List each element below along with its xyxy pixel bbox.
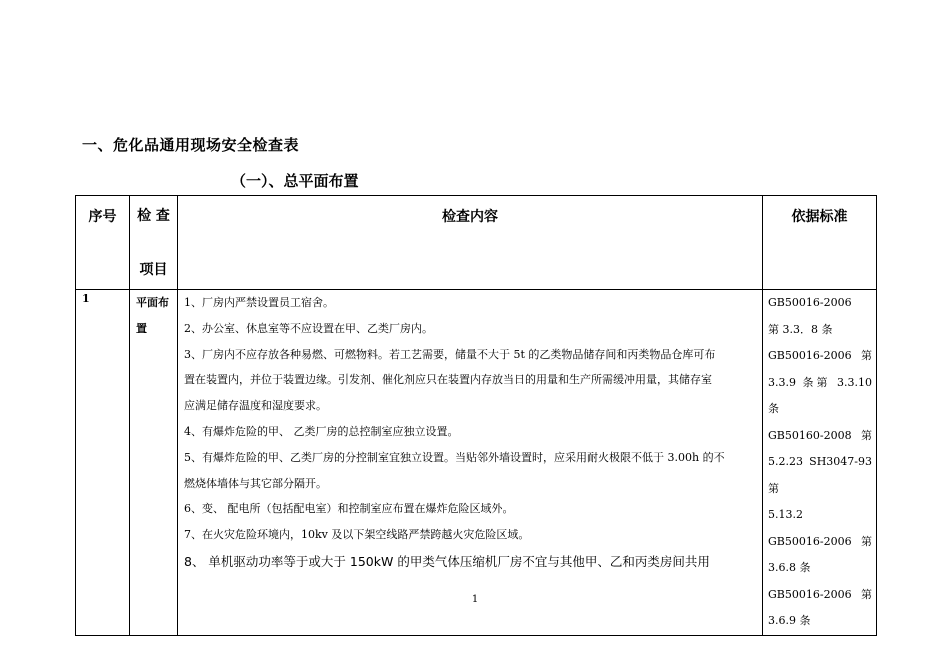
row-item-line2: 置: [136, 322, 147, 335]
standard-line: GB50016-2006 第: [768, 587, 872, 601]
header-standard: 依据标准: [763, 196, 877, 290]
content-line: 燃烧体墙体与其它部分隔开。: [184, 476, 327, 490]
row-item: [130, 290, 178, 636]
standard-line: 3.6.9 条: [768, 614, 811, 627]
standard-line: 5.2.23 SH3047-93 第: [768, 455, 872, 495]
content-line: 5、有爆炸危险的甲、乙类厂房的分控制室宜独立设置。当贴邻外墙设置时，应采用耐火极限不低于 3.00h 的不: [184, 450, 725, 464]
page-number: 1: [471, 594, 479, 605]
standard-line: 3.6.8 条: [768, 561, 811, 574]
content-line: 8、 单机驱动功率等于或大于 150kW 的甲类气体压缩机厂房不宜与其他甲、乙和丙类房间共用: [184, 553, 710, 569]
header-item-line1: 检 查: [137, 208, 170, 224]
content-line: 2、办公室、休息室等不应设置在甲、乙类厂房内。: [184, 321, 433, 335]
header-item-line2: 项目: [139, 262, 168, 278]
header-content: 检查内容: [178, 196, 763, 290]
row-number: 1: [76, 290, 130, 636]
standard-line: GB50016-2006: [768, 296, 852, 309]
standard-line: GB50016-2006 第: [768, 349, 872, 362]
content-line: 置在装置内，并位于装置边缘。引发剂、催化剂应只在装置内存放当日的用量和生产所需缓冲用量，其储存室: [184, 373, 712, 387]
content-line: 4、有爆炸危险的甲、 乙类厂房的总控制室应独立设置。: [184, 424, 459, 438]
row-item-line1: 平面布: [136, 296, 169, 309]
content-line: 3、厂房内不应存放各种易燃、可燃物料。若工艺需要，储量不大于 5t 的乙类物品储存间和丙类物品仓库可布: [184, 347, 716, 361]
standard-line: 第 3.3．8 条: [768, 322, 833, 336]
row-content: [178, 290, 763, 636]
header-item: [130, 196, 178, 290]
content-line: 应满足储存温度和湿度要求。: [184, 399, 327, 413]
content-line: 1、厂房内严禁设置员工宿舍。: [184, 296, 334, 309]
inspection-table: [75, 195, 877, 636]
section-title: 一、危化品通用现场安全检查表: [82, 136, 300, 154]
row-standard: [763, 290, 877, 636]
subsection-title: （一）、总平面布置: [231, 172, 359, 190]
standard-line: 5.13.2: [768, 508, 803, 521]
standard-line: GB50160-2008 第: [768, 428, 872, 442]
content-line: 6、变、 配电所（包括配电室）和控制室应布置在爆炸危险区域外。: [184, 502, 514, 516]
standard-line: GB50016-2006 第: [768, 534, 872, 548]
content-line: 7、在火灾危险环境内，10kv 及以下架空线路严禁跨越火灾危险区域。: [184, 528, 530, 542]
table-row: [76, 290, 877, 636]
standard-line: 3.3.9 条第 3.3.10 条: [768, 375, 872, 415]
header-seq: 序号: [76, 196, 130, 290]
table-header-row: [76, 196, 877, 290]
